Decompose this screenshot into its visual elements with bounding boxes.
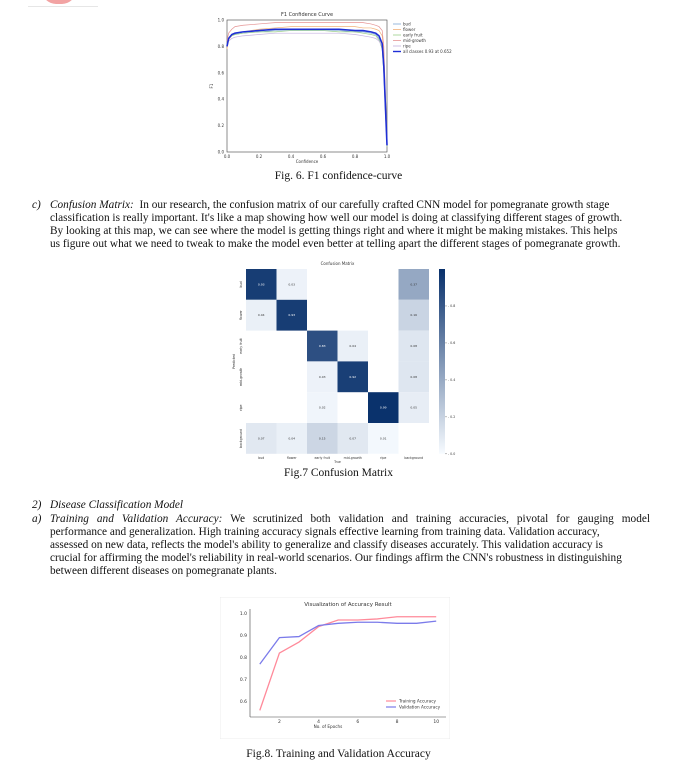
matrix-cell-label: 0.07 [349, 436, 357, 441]
chart-title: F1 Confidence Curve [280, 12, 334, 18]
x-tick-label: 8 [395, 720, 399, 725]
legend-label: Training Accuracy [399, 698, 436, 704]
section-c-line-1: Confusion Matrix: In our research, the confusion matrix of our carefully crafted CNN model for pomegranate growth stage [50, 199, 610, 211]
x-tick-label: flower [286, 455, 297, 460]
legend-label: bud [403, 21, 411, 27]
section-a-heading: Training and Validation Accuracy: [50, 513, 223, 525]
x-tick-label: ripe [380, 455, 387, 460]
y-tick-label: 0.8 [217, 43, 224, 49]
chart-title: Confusion Matrix [320, 261, 355, 266]
section-c-line-2: classification is really important. It's like a map showing how well our model is doing at classifying different stages of growth. [50, 212, 623, 225]
y-tick-label: 0.8 [239, 655, 247, 661]
section-a-paragraph [50, 513, 650, 578]
matrix-cell-label: 0.37 [410, 282, 418, 287]
y-tick-label: 1.0 [239, 611, 247, 617]
matrix-cell-label: 0.16 [410, 313, 418, 318]
x-tick-label: 0.0 [223, 154, 231, 159]
y-tick-label: mid-growth [239, 367, 243, 386]
x-tick-label: 0.6 [319, 154, 327, 159]
matrix-cell-label: 0.04 [257, 313, 265, 318]
matrix-cell-label: 0.08 [410, 344, 418, 348]
x-tick-label: 4 [317, 720, 321, 725]
matrix-cell-label: 0.04 [349, 344, 357, 348]
matrix-cell-label: 0.03 [288, 282, 296, 287]
matrix-cell-label: 0.03 [318, 374, 326, 379]
x-tick-label: 10 [433, 720, 440, 725]
section-c-line-4: us figure out what we need to tweak to make the model even better at telling apart the different stages of pomegranate growth. [50, 238, 621, 251]
fig7-caption: Fig.7 Confusion Matrix [284, 467, 393, 479]
y-tick-label: early fruit [239, 338, 243, 354]
fig6-caption: Fig. 6. F1 confidence-curve [274, 170, 403, 182]
matrix-cell-label: 0.02 [318, 405, 326, 410]
section-a-line-2: performance and generalization. High training accuracy signals effective learning from training data. Validation accuracy, [50, 526, 600, 539]
matrix-cell-label: 0.07 [257, 436, 265, 441]
y-tick-label: bud [239, 281, 243, 288]
section-a-line-1: Training and Validation Accuracy: We scrutinized both validation and training accuracies, pivotal for gauging model [50, 513, 650, 525]
x-tick-label: early fruit [314, 455, 331, 460]
colorbar-tick-label: - 0.8 [448, 303, 456, 308]
y-tick-label: 0.7 [239, 678, 247, 684]
accuracy-chart [220, 597, 450, 739]
legend-label: early fruit [403, 32, 423, 38]
matrix-cell-label: 0.04 [288, 436, 296, 441]
section-a-line-4: crucial for affirming the model's reliability in real-world scenarios. Our findings affirm the CNN's robustness in distinguishing [50, 552, 622, 565]
y-tick-label: 0.9 [239, 633, 247, 639]
confusion-matrix-chart [220, 259, 465, 464]
plot-frame [227, 20, 387, 152]
legend-label: mid-growth [403, 38, 426, 43]
y-tick-label: flower [239, 310, 243, 321]
colorbar [439, 269, 445, 454]
y-axis-label: Predicted [232, 353, 236, 369]
y-tick-label: 1.0 [217, 17, 224, 23]
matrix-cell-label: 0.15 [318, 436, 326, 441]
matrix-cell-label: 0.99 [379, 405, 387, 410]
matrix-cell-label: 0.01 [379, 436, 387, 441]
matrix-cell-label: 0.83 [318, 344, 326, 348]
colorbar-tick-label: - 0.0 [448, 451, 456, 456]
matrix-cell-label: 0.93 [288, 313, 296, 318]
y-tick-label: 0.4 [217, 96, 224, 102]
matrix-cell-label: 0.93 [257, 282, 265, 287]
section-c-heading: Confusion Matrix: [50, 199, 134, 211]
x-tick-label: 0.2 [255, 154, 263, 159]
x-tick-label: 2 [277, 720, 281, 725]
x-tick-label: 0.8 [351, 154, 359, 159]
y-tick-label: 0.2 [217, 123, 224, 129]
f1-confidence-chart [205, 8, 475, 168]
section-2-marker: 2) [32, 499, 42, 511]
legend-label: ripe [403, 43, 411, 49]
matrix-cell-label: 0.08 [410, 374, 418, 379]
x-axis-label: No. of Epochs [313, 724, 343, 729]
x-tick-label: 0.4 [287, 154, 295, 159]
y-tick-label: ripe [239, 404, 243, 411]
x-tick-label: background [404, 455, 424, 460]
matrix-cell-label: 0.92 [349, 374, 357, 379]
top-logo-fragment [28, 0, 98, 7]
y-tick-label: 0.6 [239, 700, 247, 706]
section-a-marker: a) [32, 513, 42, 525]
section-c-marker: c) [32, 199, 41, 211]
section-c-line-3: By looking at this map, we can see where the model is getting things right and where it might be making mistakes. This helps [50, 225, 618, 238]
y-tick-label: background [239, 428, 243, 448]
y-tick-label: 0.0 [217, 149, 224, 155]
legend-label: Validation Accuracy [399, 704, 441, 710]
chart-border [220, 597, 450, 739]
matrix-cell-label: 0.05 [410, 405, 418, 410]
y-axis-label: F1 [209, 83, 214, 89]
x-tick-label: 6 [356, 720, 360, 725]
x-axis-label: True [334, 459, 341, 464]
section-a-line-5: between different diseases on pomegranate plants. [50, 565, 277, 578]
section-2-heading: Disease Classification Model [50, 499, 184, 511]
x-axis-label: Confidence [295, 159, 319, 164]
x-tick-label: 1.0 [383, 154, 391, 159]
chart-title: Visualization of Accuracy Result [304, 602, 392, 608]
section-a-line-3: assessed on new data, reflects the model's ability to generalize and classify diseases accurately. This validation accuracy is [50, 539, 603, 552]
x-tick-label: mid-growth [343, 455, 362, 460]
colorbar-tick-label: - 0.6 [448, 340, 456, 345]
y-tick-label: 0.6 [217, 70, 224, 76]
legend-label: flower [403, 27, 416, 32]
colorbar-tick-label: - 0.2 [448, 414, 456, 419]
legend-label: all classes 0.93 at 0.652 [403, 49, 452, 54]
x-tick-label: bud [258, 455, 265, 460]
fig8-caption: Fig.8. Training and Validation Accuracy [246, 748, 431, 760]
section-c-paragraph [50, 199, 650, 251]
colorbar-tick-label: - 0.4 [448, 377, 456, 382]
